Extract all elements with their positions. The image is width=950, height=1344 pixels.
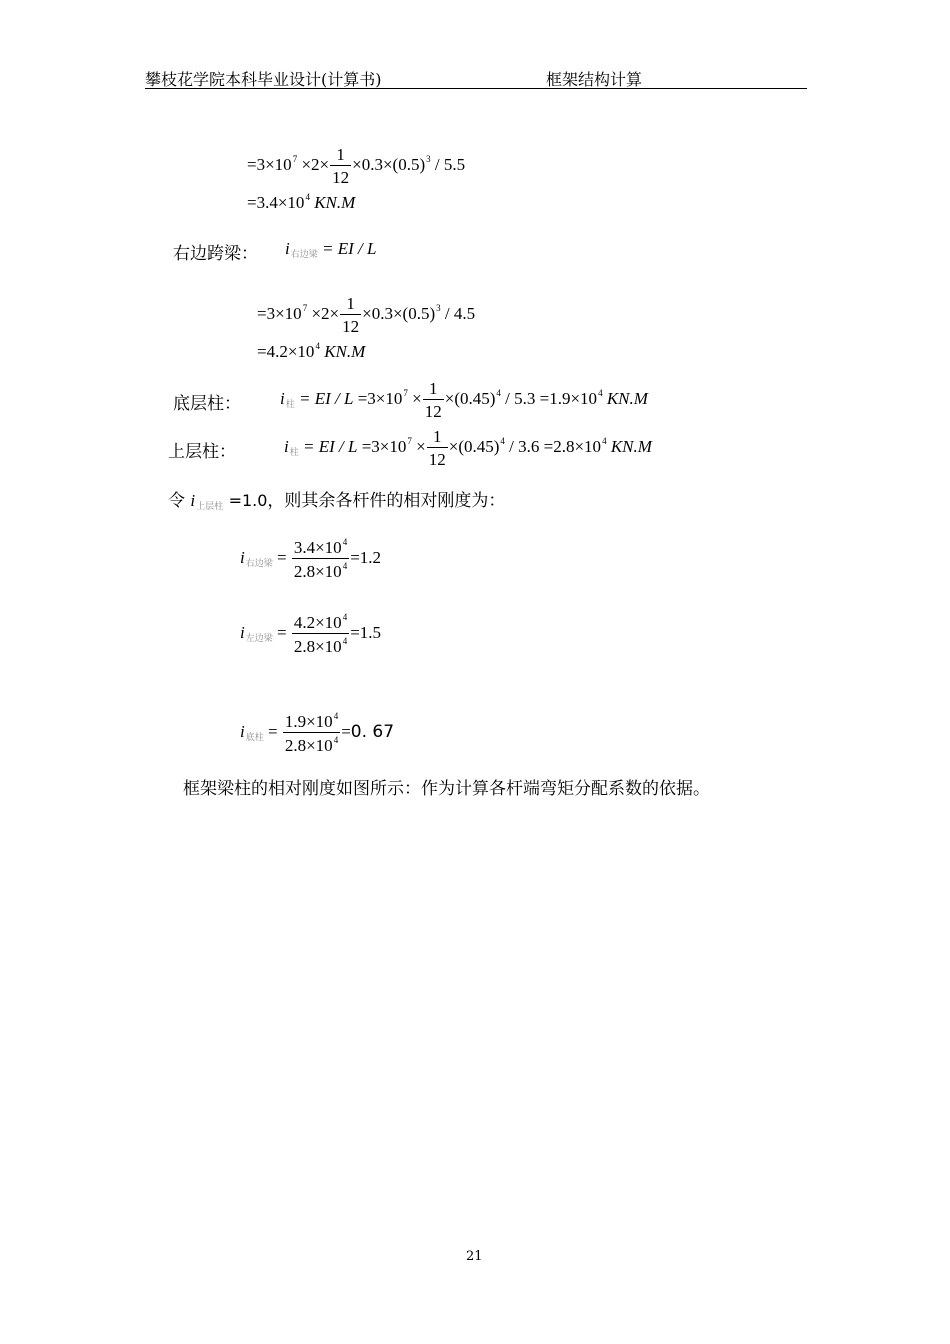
term: / 4.5	[444, 303, 476, 323]
bottom-column-label: 底层柱：	[173, 394, 241, 414]
fraction	[427, 428, 448, 468]
term: =3×10	[247, 154, 292, 174]
value: =1.0	[228, 491, 268, 510]
numerator	[292, 538, 349, 559]
numerator: 1	[330, 146, 351, 166]
term: ×0.3×(0.5)	[362, 303, 436, 323]
numerator: 1	[427, 428, 448, 448]
subscript: 底柱	[245, 731, 264, 742]
fraction	[423, 380, 444, 420]
exponent: 7	[292, 153, 298, 164]
exponent: 4	[496, 387, 501, 398]
term: ×0.3×(0.5)	[352, 154, 426, 174]
page-number: 21	[466, 1249, 483, 1264]
term: =	[268, 721, 278, 741]
denominator	[292, 634, 349, 655]
numerator	[283, 712, 340, 733]
subscript: 右边梁	[290, 249, 318, 259]
right-beam-equation-line1	[257, 295, 475, 335]
subscript: 柱	[285, 398, 295, 409]
term: 3.4×10	[293, 538, 342, 557]
exponent: 4	[305, 192, 310, 202]
term: ，则其余各杆件的相对刚度为：	[267, 491, 506, 511]
term: ×(0.45)	[448, 436, 500, 456]
subscript: 左边梁	[245, 632, 273, 643]
denominator	[283, 733, 340, 754]
term: 2.8×10	[284, 736, 333, 755]
relative-right-beam	[240, 538, 381, 580]
result: 0. 67	[350, 721, 395, 742]
term: 4.2×10	[293, 613, 342, 632]
term: = EI / L	[303, 436, 358, 456]
header-right-title: 框架结构计算	[546, 70, 643, 89]
fraction	[340, 295, 361, 335]
fraction	[283, 712, 340, 754]
exponent: 4	[598, 387, 603, 398]
numerator	[292, 613, 349, 634]
relative-stiffness-statement	[168, 486, 505, 512]
fraction	[292, 538, 349, 580]
term: / 5.3 =1.9×10	[505, 388, 598, 408]
term: 2.8×10	[293, 637, 342, 656]
upper-column-formula	[284, 428, 652, 468]
exponent: 4	[342, 537, 348, 547]
exponent: 3	[436, 302, 441, 313]
stiffness-symbol: i	[190, 491, 196, 510]
numerator: 1	[340, 295, 361, 315]
left-beam-equation-line2	[247, 192, 355, 213]
stiffness-symbol: i	[240, 721, 245, 741]
term: =	[277, 547, 287, 567]
term: 1.9×10	[284, 712, 333, 731]
term: 2.8×10	[293, 562, 342, 581]
unit: KN.M	[610, 436, 652, 456]
term: =	[277, 622, 287, 642]
right-beam-equation-line2	[257, 341, 365, 362]
term: =3.4×10	[247, 193, 305, 212]
stiffness-symbol: i	[285, 239, 290, 258]
term: = EI / L	[299, 388, 354, 408]
result: =1.5	[350, 622, 382, 642]
relative-left-beam	[240, 613, 381, 655]
exponent: 7	[302, 302, 308, 313]
term: / 3.6 =2.8×10	[509, 436, 602, 456]
exponent: 3	[426, 153, 431, 164]
stiffness-symbol: i	[280, 388, 285, 408]
unit: KN.M	[324, 342, 366, 361]
term: ×	[416, 436, 426, 456]
stiffness-symbol: i	[240, 547, 245, 567]
conclusion-paragraph: 框架梁柱的相对刚度如图所示：作为计算各杆端弯矩分配系数的依据。	[183, 779, 710, 799]
term: ×2×	[301, 154, 330, 174]
term: =3×10	[357, 388, 403, 408]
exponent: 4	[342, 561, 348, 571]
subscript: 上层柱	[196, 502, 224, 512]
subscript: 柱	[289, 446, 299, 457]
subscript: 右边梁	[245, 557, 273, 568]
numerator: 1	[423, 380, 444, 400]
header-divider	[145, 88, 807, 89]
result: =1.2	[350, 547, 382, 567]
upper-column-label: 上层柱：	[168, 442, 236, 462]
exponent: 4	[342, 636, 348, 646]
exponent: 4	[500, 435, 505, 446]
exponent: 7	[403, 387, 408, 398]
header-left-title: 攀枝花学院本科毕业设计(计算书)	[145, 70, 382, 89]
exponent: 4	[315, 341, 320, 351]
term: / 5.5	[434, 154, 466, 174]
denominator: 12	[342, 317, 360, 336]
term: ×(0.45)	[444, 388, 496, 408]
term: = EI / L	[322, 239, 377, 258]
term: ×2×	[311, 303, 340, 323]
fraction	[292, 613, 349, 655]
exponent: 4	[602, 435, 607, 446]
right-beam-label: 右边跨梁：	[173, 244, 258, 264]
left-beam-equation-line1	[247, 146, 465, 186]
denominator: 12	[424, 402, 442, 421]
right-beam-formula	[285, 239, 376, 260]
exponent: 4	[333, 711, 339, 721]
stiffness-symbol: i	[284, 436, 289, 456]
denominator: 12	[428, 450, 446, 469]
exponent: 7	[407, 435, 412, 446]
exponent: 4	[342, 612, 348, 622]
fraction	[330, 146, 351, 186]
bottom-column-formula	[280, 380, 648, 420]
term: ×	[412, 388, 422, 408]
term: =3×10	[257, 303, 302, 323]
term: =	[341, 721, 351, 741]
relative-bottom-column	[240, 712, 394, 754]
unit: KN.M	[606, 388, 648, 408]
term: =3×10	[361, 436, 407, 456]
denominator	[292, 559, 349, 580]
term: 令	[168, 491, 185, 511]
unit: KN.M	[314, 193, 356, 212]
exponent: 4	[333, 735, 339, 745]
denominator: 12	[332, 168, 350, 187]
term: =4.2×10	[257, 342, 315, 361]
stiffness-symbol: i	[240, 622, 245, 642]
